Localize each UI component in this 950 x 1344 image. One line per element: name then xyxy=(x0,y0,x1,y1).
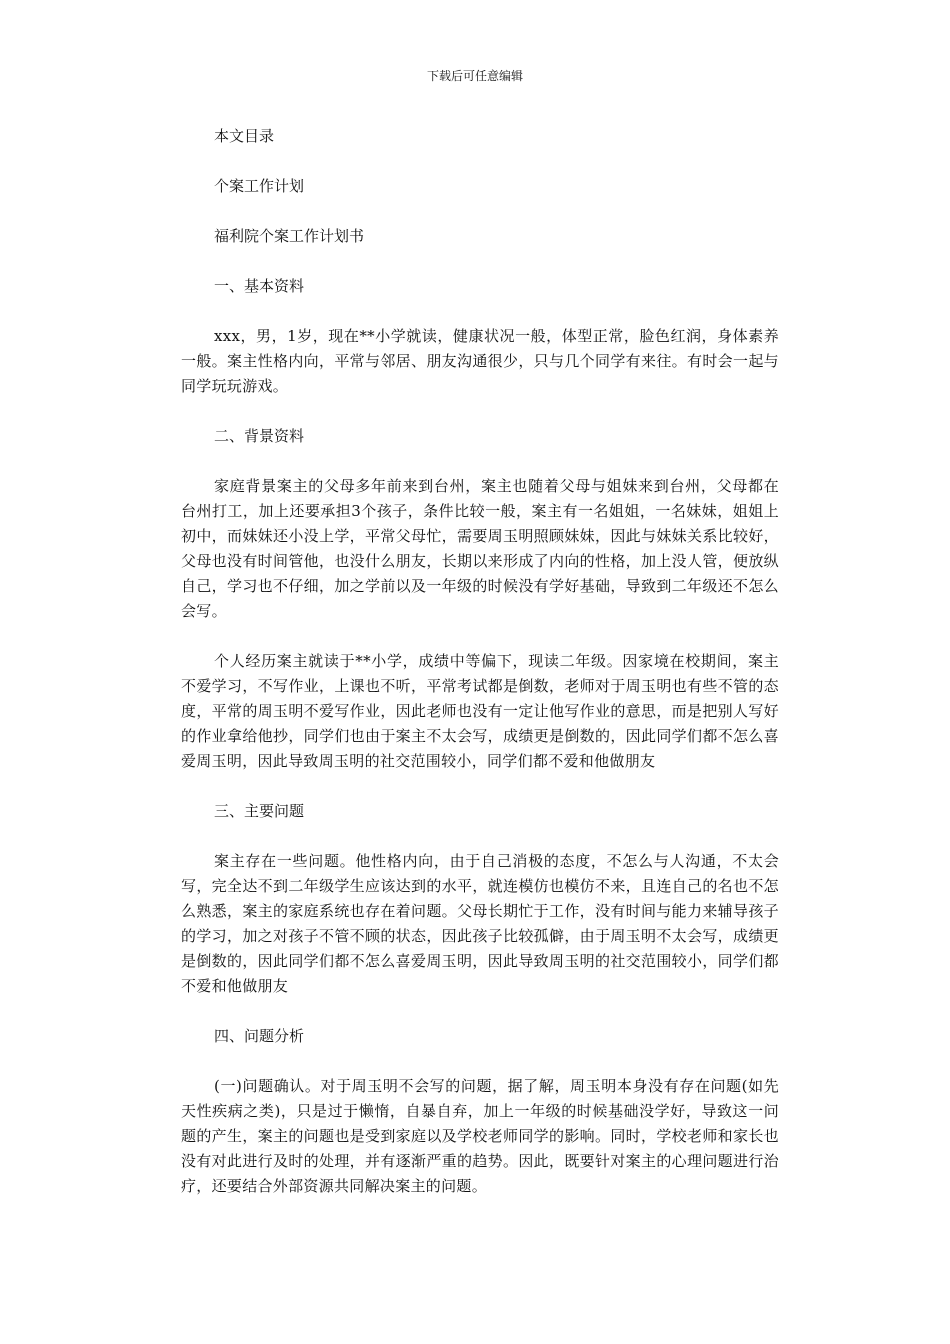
section-heading: 三、主要问题 xyxy=(214,802,305,820)
section-paragraph: 家庭背景案主的父母多年前来到台州，案主也随着父母与姐妹来到台州，父母都在台州打工，加上还要承担3个孩子，条件比较一般，案主有一名姐姐，一名妹妹，姐姐上初中，而妹妹还小没上学，平常父母忙，需要周玉明照顾妹妹，因此与妹妹关系比较好，父母也没有时间管他，也没什么朋友，长期以来形成了内向的性格，加上没人管，便放纵自己，学习也不仔细，加之学前以及一年级的时候没有学好基础，导致到二年级还不怎么会写。 xyxy=(181,477,779,620)
toc-item: 个案工作计划 xyxy=(214,177,305,195)
header-note: 下载后可任意编辑 xyxy=(426,69,523,83)
section-paragraph: xxx，男，1岁，现在**小学就读，健康状况一般，体型正常，脸色红润，身体素养一般。案主性格内向，平常与邻居、朋友沟通很少，只与几个同学有来往。有时会一起与同学玩玩游戏。 xyxy=(181,327,779,395)
document-body xyxy=(181,124,779,1224)
section-heading: 四、问题分析 xyxy=(214,1027,305,1045)
section-heading: 一、基本资料 xyxy=(214,277,305,295)
section-paragraph: (一)问题确认。对于周玉明不会写的问题，据了解，周玉明本身没有存在问题(如先天性疾病之类)，只是过于懒惰，自暴自弃，加上一年级的时候基础没学好，导致这一问题的产生，案主的问题也是受到家庭以及学校老师同学的影响。同时，学校老师和家长也没有对此进行及时的处理，并有逐渐严重的趋势。因此，既要针对案主的心理问题进行治疗，还要结合外部资源共同解决案主的问题。 xyxy=(181,1077,779,1195)
toc-title: 本文目录 xyxy=(214,127,275,145)
toc-item: 福利院个案工作计划书 xyxy=(214,227,365,245)
section-paragraph: 个人经历案主就读于**小学，成绩中等偏下，现读二年级。因家境在校期间，案主不爱学习，不写作业，上课也不听，平常考试都是倒数，老师对于周玉明也有些不管的态度，平常的周玉明不爱写作业，因此老师也没有一定让他写作业的意思，而是把别人写好的作业拿给他抄，同学们也由于案主不太会写，成绩更是倒数的，因此同学们都不怎么喜爱周玉明，因此导致周玉明的社交范围较小，同学们都不爱和他做朋友 xyxy=(181,652,779,770)
section-heading: 二、背景资料 xyxy=(214,427,305,445)
section-paragraph: 案主存在一些问题。他性格内向，由于自己消极的态度，不怎么与人沟通，不太会写，完全达不到二年级学生应该达到的水平，就连模仿也模仿不来，且连自己的名也不怎么熟悉，案主的家庭系统也存在着问题。父母长期忙于工作，没有时间与能力来辅导孩子的学习，加之对孩子不管不顾的状态，因此孩子比较孤僻，由于周玉明不太会写，成绩更是倒数的，因此同学们都不怎么喜爱周玉明，因此导致周玉明的社交范围较小，同学们都不爱和他做朋友 xyxy=(181,852,779,995)
